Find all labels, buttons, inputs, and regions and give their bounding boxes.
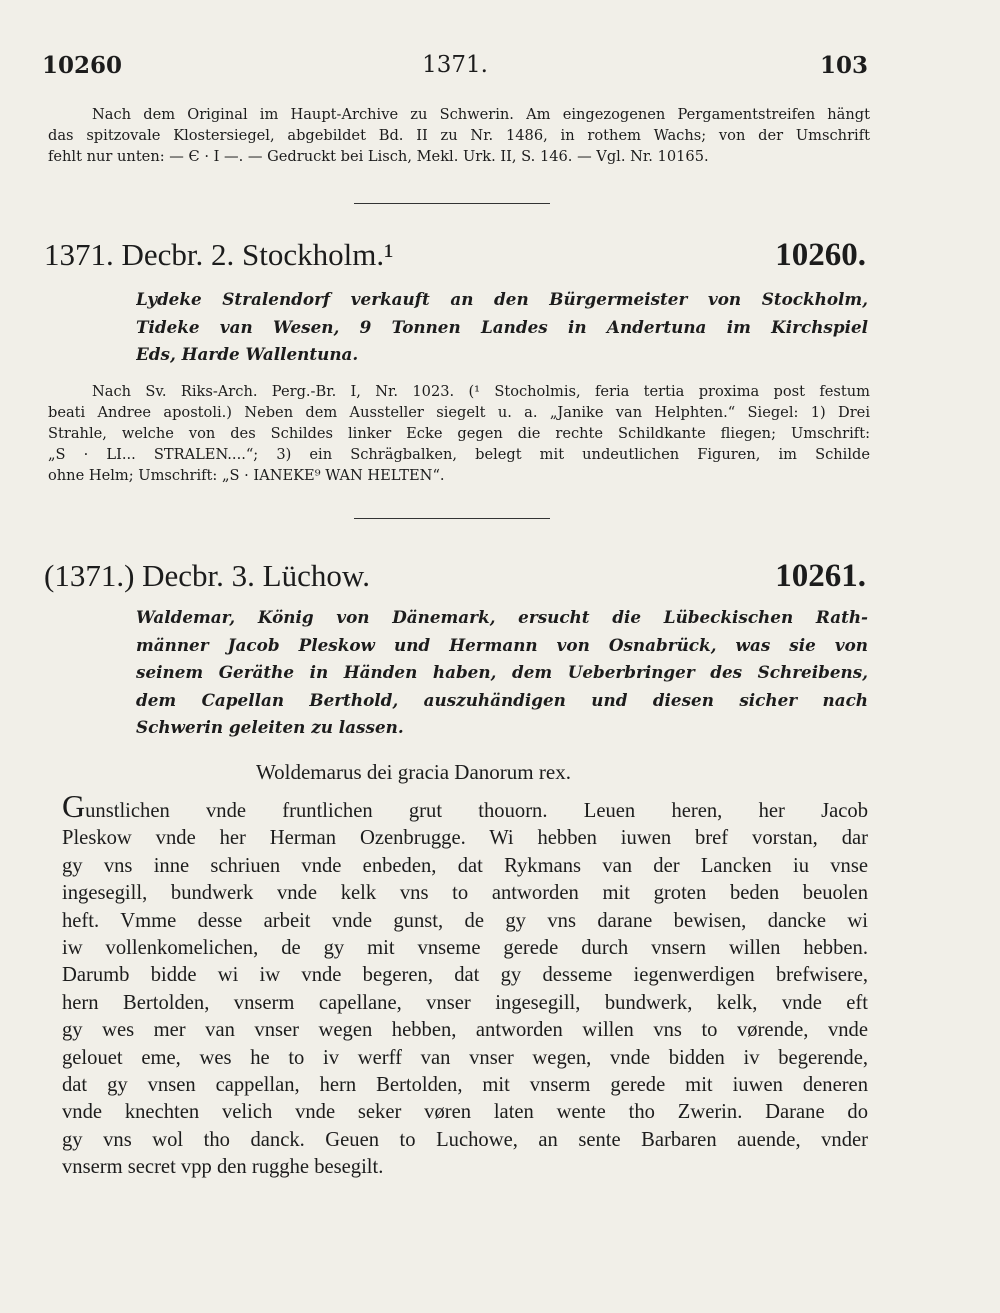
note-line: „S · LI... STRALEN....“; 3) ein Schrägbalken, belegt mit undeutlichen Figuren, im Schilde [48, 446, 870, 463]
body-line: Pleskow vnde her Herman Ozenbrugge. Wi hebben iuwen bref vorstan, dar [62, 827, 868, 850]
note-line: Nach dem Original im Haupt-Archive zu Schwerin. Am eingezogenen Pergamentstreifen hängt [92, 106, 870, 123]
note-line: fehlt nur unten: — Є · I —. — Gedruckt bei Lisch, Mekl. Urk. II, S. 146. — Vgl. Nr. 10165. [48, 148, 709, 165]
entry-number: 10260. [775, 237, 866, 273]
entry-10260-heading [44, 237, 866, 279]
page-number: 103 [819, 52, 868, 79]
body-line: dat gy vnsen cappellan, hern Bertolden, mit vnserm gerede mit iuwen deneren [62, 1074, 868, 1097]
summary-line: Tideke van Wesen, 9 Tonnen Landes in Andertuna im Kirchspiel [136, 316, 868, 337]
body-line: heft. Vmme desse arbeit vnde gunst, de gy vns darane bewisen, dancke wi [62, 909, 868, 932]
section-divider [354, 518, 550, 519]
body-line: hern Bertolden, vnserm capellane, vnser ingesegill, bundwerk, kelk, vnde eft [62, 991, 868, 1014]
body-line: vnserm secret vpp den rugghe besegilt. [62, 1156, 384, 1179]
summary-line: männer Jacob Pleskow und Hermann von Osnabrück, was sie von [136, 634, 868, 655]
summary-line: Schwerin geleiten zu lassen. [136, 717, 404, 737]
body-line: gelouet eme, wes he to iv werff van vnser wegen, vnde bidden iv begerende, [62, 1046, 868, 1069]
note-line: Nach Sv. Riks-Arch. Perg.-Br. I, Nr. 1023. (¹ Stocholmis, feria tertia proxima post festum [92, 383, 870, 400]
body-line: gy wes mer van vnser wegen hebben, antworden willen vns to vørende, vnde [62, 1019, 868, 1042]
header-entry-number: 10260 [42, 52, 123, 79]
drop-cap: G [62, 796, 86, 824]
entry-10261-summary [136, 604, 868, 742]
summary-line: Waldemar, König von Dänemark, ersucht die Lübeckischen Rath- [136, 607, 868, 627]
section-divider [354, 203, 550, 204]
summary-line: Eds, Harde Wallentuna. [136, 344, 359, 364]
note-line: das spitzovale Klostersiegel, abgebildet Bd. II zu Nr. 1486, in rothem Wachs; von der Umschrift [48, 127, 870, 144]
body-line: gy vns wol tho danck. Geuen to Luchowe, an sente Barbaren auende, vnder [62, 1128, 868, 1151]
entry-10261-heading [44, 558, 866, 600]
note-line: ohne Helm; Umschrift: „S · IANEKE⁹ WAN HELTEN“. [48, 467, 445, 484]
page-header [42, 52, 868, 86]
top-source-note [48, 104, 870, 167]
entry-10260-source-note [48, 381, 870, 486]
body-line: gy vns inne schriuen vnde enbeden, dat Rykmans van der Lancken iu vnse [62, 854, 868, 877]
body-line: iw vollenkomelichen, de gy mit vnseme gerede durch vnsern willen hebben. [62, 937, 868, 960]
body-line: ingesegill, bundwerk vnde kelk vns to antworden mit groten beden beuolen [62, 882, 868, 905]
body-first-line-text: unstlichen vnde fruntlichen grut thouorn. Leuen heren, her Jacob [85, 800, 868, 822]
entry-10260-summary [136, 286, 868, 369]
body-line: Darumb bidde wi iw vnde begeren, dat gy desseme iegenwerdigen brefwisere, [62, 964, 868, 987]
summary-line: dem Capellan Berthold, auszuhändigen und diesen sicher nach [136, 689, 868, 710]
note-line: beati Andree apostoli.) Neben dem Aussteller siegelt u. a. „Janike van Helphten.“ Siegel: 1) Drei [48, 404, 870, 421]
note-line: Strahle, welche von des Schildes linker Ecke gegen die rechte Schildkante fliegen; Umschrift: [48, 425, 870, 442]
header-year: 1371. [422, 52, 488, 78]
body-line [62, 796, 868, 825]
body-line: vnde knechten velich vnde seker vøren laten wente tho Zwerin. Darane do [62, 1101, 868, 1124]
letter-body [62, 796, 868, 1182]
entry-number: 10261. [775, 558, 866, 594]
summary-line: Lydeke Stralendorf verkauft an den Bürgermeister von Stockholm, [136, 289, 868, 309]
entry-date-line: (1371.) Decbr. 3. Lüchow. [44, 558, 370, 593]
entry-date-line: 1371. Decbr. 2. Stockholm.¹ [44, 237, 394, 272]
summary-line: seinem Geräthe in Händen haben, dem Ueberbringer des Schreibens, [136, 662, 868, 682]
letter-salutation: Woldemarus dei gracia Danorum rex. [256, 760, 571, 784]
